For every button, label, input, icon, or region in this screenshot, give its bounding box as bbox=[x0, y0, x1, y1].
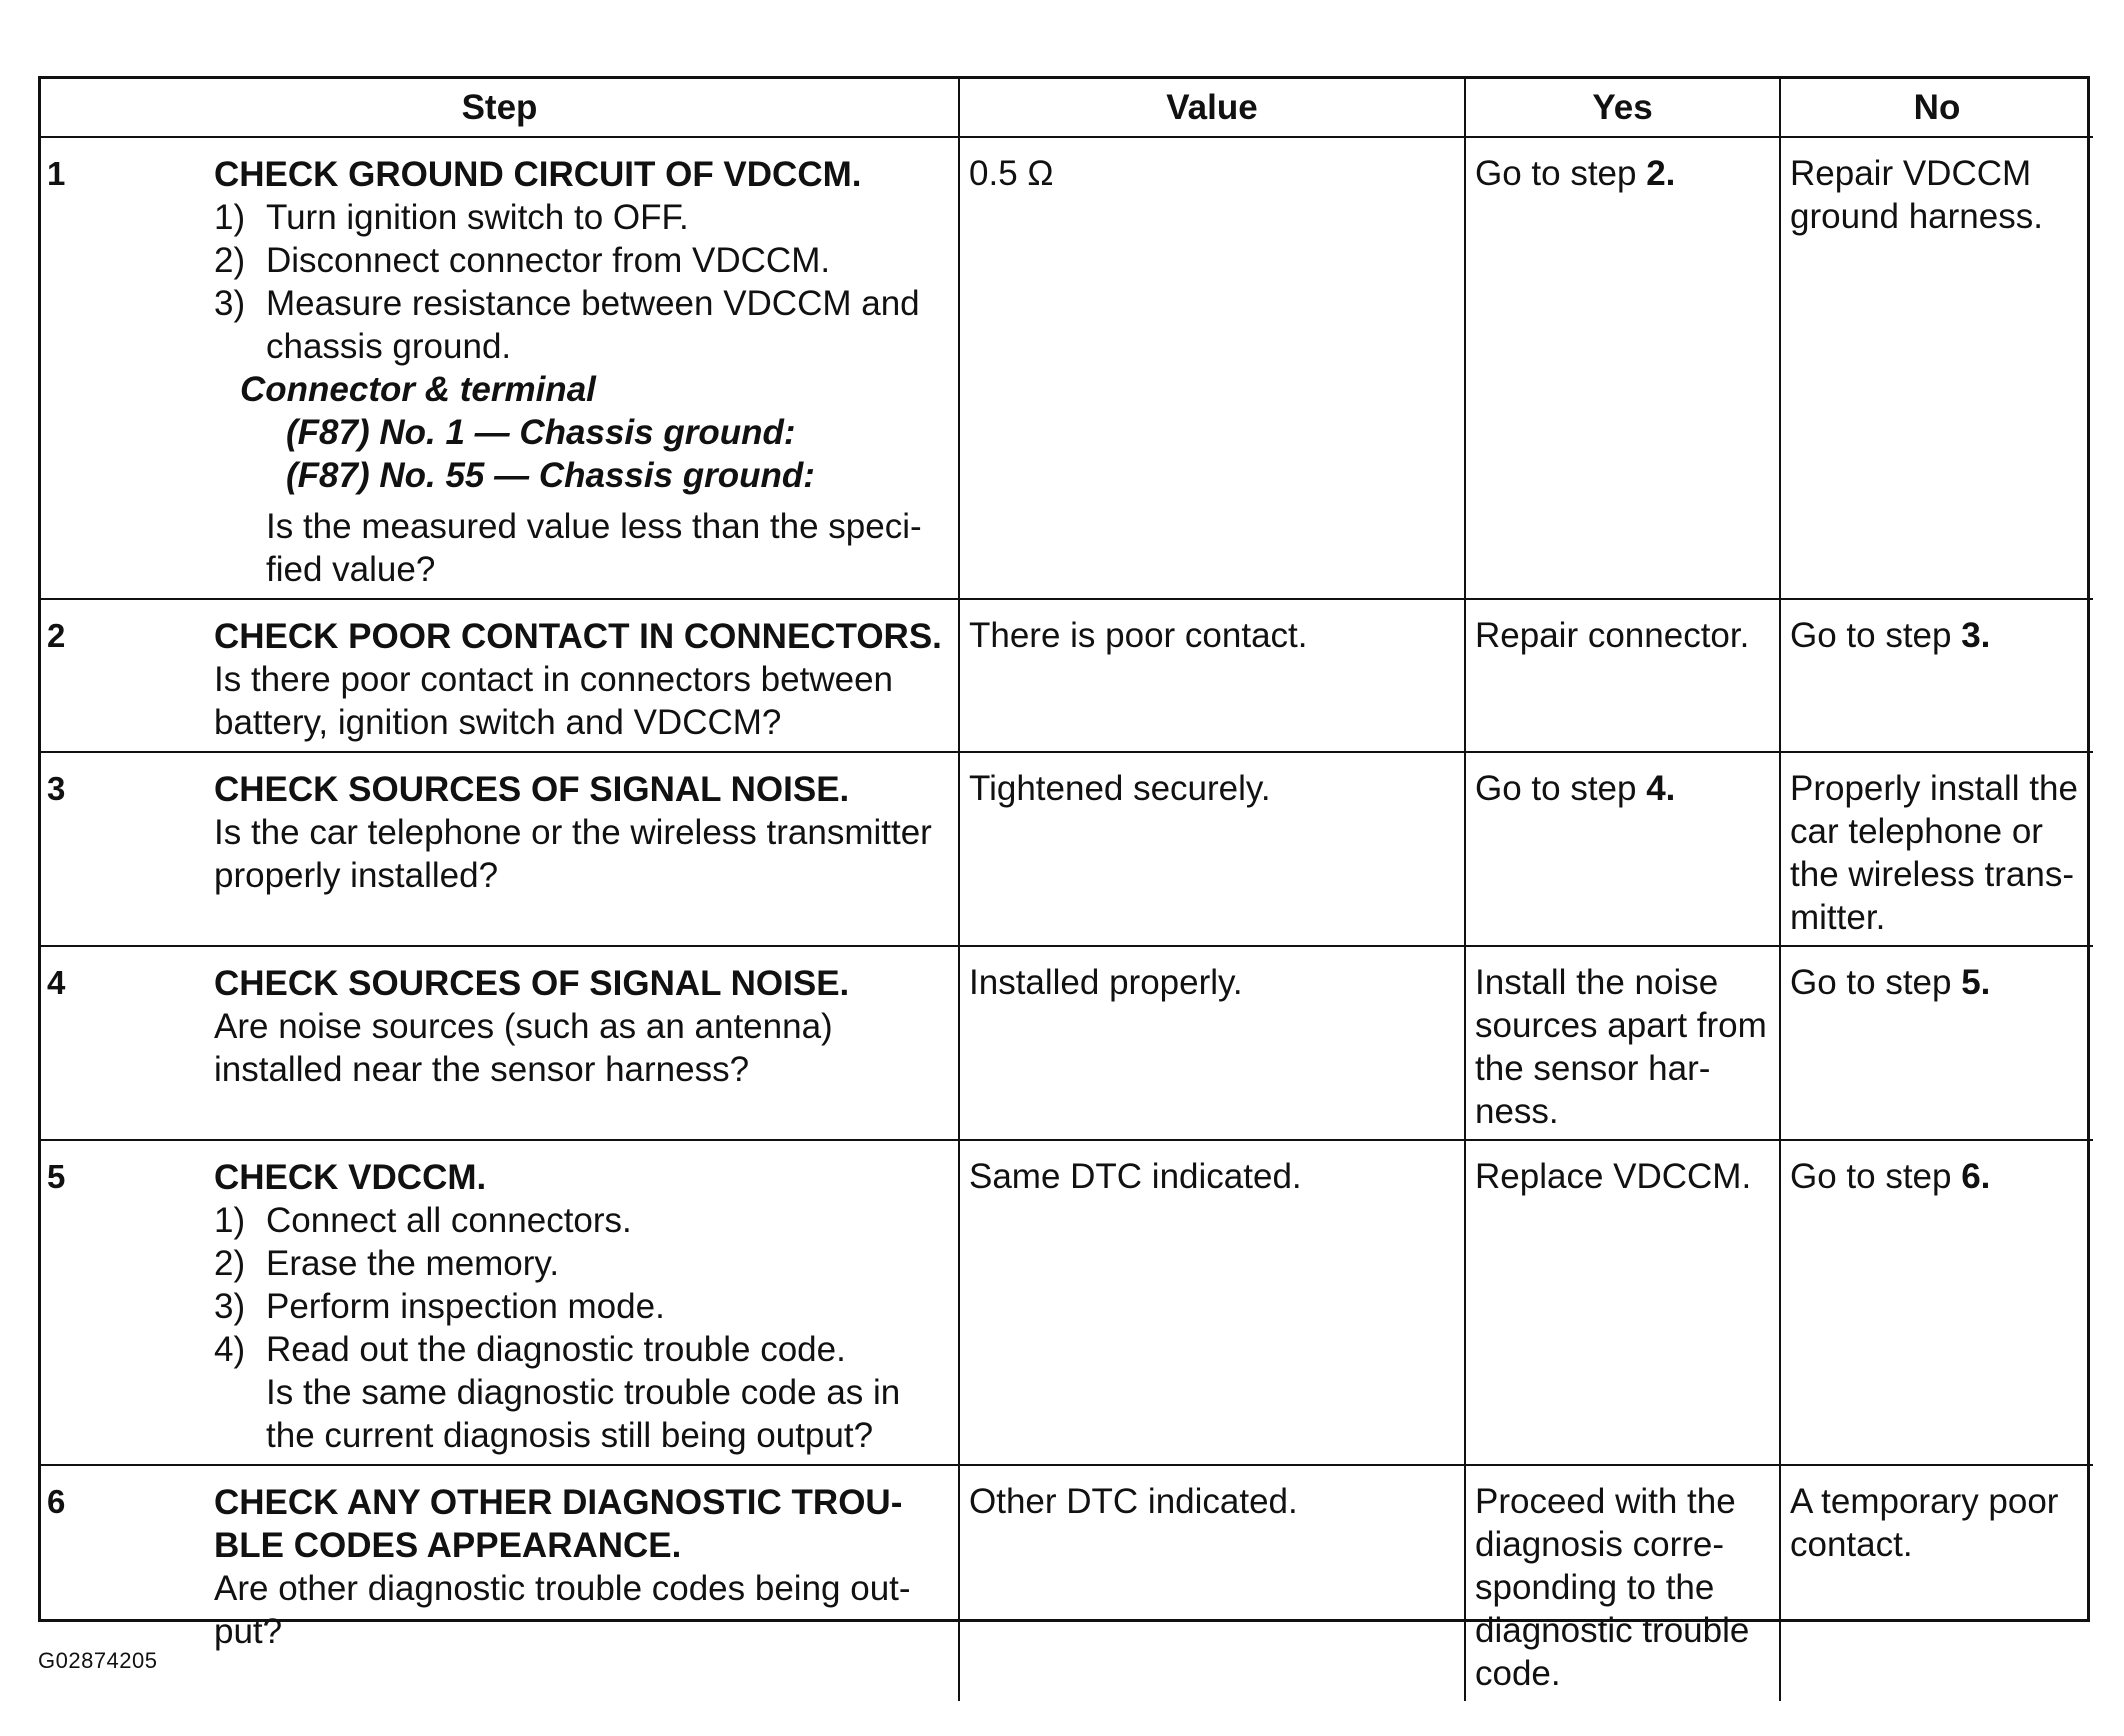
connector-terminal: (F87) No. 1 — Chassis ground: bbox=[286, 413, 796, 452]
step-number: 6 bbox=[47, 1483, 66, 1520]
step-question: Is there poor contact in connectors between bbox=[214, 660, 894, 699]
step-question: Is the measured value less than the speci- bbox=[266, 507, 922, 546]
step-cell bbox=[41, 1140, 959, 1465]
yes-cell: Go to step 4. bbox=[1465, 752, 1780, 946]
table-row bbox=[41, 137, 2093, 599]
figure-id: G02874205 bbox=[38, 1648, 158, 1673]
no-cell: Go to step 5. bbox=[1780, 946, 2093, 1140]
step-title: BLE CODES APPEARANCE. bbox=[214, 1526, 682, 1565]
yes-cell: Repair connector. bbox=[1465, 599, 1780, 752]
value-cell: Installed properly. bbox=[959, 946, 1465, 1140]
step-number: 3 bbox=[47, 770, 66, 807]
no-cell: Go to step 6. bbox=[1780, 1140, 2093, 1465]
step-cell bbox=[41, 946, 959, 1140]
yes-cell: Install the noise sources apart from the sensor har- ness. bbox=[1465, 946, 1780, 1140]
yes-cell: Go to step 2. bbox=[1465, 137, 1780, 599]
step-title: CHECK GROUND CIRCUIT OF VDCCM. bbox=[214, 155, 862, 194]
header-no: No bbox=[1780, 79, 2093, 137]
connector-terminal: (F87) No. 55 — Chassis ground: bbox=[286, 456, 815, 495]
table-row bbox=[41, 946, 2093, 1140]
step-title: CHECK ANY OTHER DIAGNOSTIC TROU- bbox=[214, 1483, 903, 1522]
step-cell bbox=[41, 752, 959, 946]
value-cell: Tightened securely. bbox=[959, 752, 1465, 946]
header-yes: Yes bbox=[1465, 79, 1780, 137]
step-question: properly installed? bbox=[214, 856, 499, 895]
step-title: CHECK POOR CONTACT IN CONNECTORS. bbox=[214, 617, 942, 656]
header-row bbox=[41, 79, 2093, 137]
step-title: CHECK VDCCM. bbox=[214, 1158, 487, 1197]
yes-cell: Replace VDCCM. bbox=[1465, 1140, 1780, 1465]
procedure-step: 1) Connect all connectors. bbox=[214, 1201, 632, 1240]
table-row bbox=[41, 1465, 2093, 1701]
step-number: 5 bbox=[47, 1158, 66, 1195]
step-question: Is the same diagnostic trouble code as in bbox=[266, 1373, 901, 1412]
procedure-step: 3) Measure resistance between VDCCM and bbox=[214, 284, 920, 323]
table-row bbox=[41, 1140, 2093, 1465]
procedure-step-continued: chassis ground. bbox=[266, 327, 512, 366]
table-row bbox=[41, 752, 2093, 946]
step-title: CHECK SOURCES OF SIGNAL NOISE. bbox=[214, 964, 850, 1003]
step-question: Are other diagnostic trouble codes being out- bbox=[214, 1569, 911, 1608]
step-question: Are noise sources (such as an antenna) bbox=[214, 1007, 833, 1046]
value-cell: Other DTC indicated. bbox=[959, 1465, 1465, 1701]
value-cell: 0.5 Ω bbox=[959, 137, 1465, 599]
procedure-step: 2) Disconnect connector from VDCCM. bbox=[214, 241, 831, 280]
step-question: installed near the sensor harness? bbox=[214, 1050, 750, 1089]
table-row bbox=[41, 599, 2093, 752]
step-title: CHECK SOURCES OF SIGNAL NOISE. bbox=[214, 770, 850, 809]
step-number: 1 bbox=[47, 155, 66, 192]
procedure-step: 3) Perform inspection mode. bbox=[214, 1287, 665, 1326]
procedure-step: 2) Erase the memory. bbox=[214, 1244, 560, 1283]
value-cell: Same DTC indicated. bbox=[959, 1140, 1465, 1465]
procedure-step: 4) Read out the diagnostic trouble code. bbox=[214, 1330, 846, 1369]
no-cell: A temporary poor contact. bbox=[1780, 1465, 2093, 1701]
no-cell: Properly install the car telephone or the wireless trans- mitter. bbox=[1780, 752, 2093, 946]
step-number: 4 bbox=[47, 964, 66, 1001]
step-question: battery, ignition switch and VDCCM? bbox=[214, 703, 782, 742]
step-cell bbox=[41, 137, 959, 599]
step-question: Is the car telephone or the wireless transmitter bbox=[214, 813, 932, 852]
diagnostic-table bbox=[41, 79, 2093, 1701]
step-number: 2 bbox=[47, 617, 66, 654]
yes-cell: Proceed with the diagnosis corre- sponding to the diagnostic trouble code. bbox=[1465, 1465, 1780, 1701]
no-cell: Go to step 3. bbox=[1780, 599, 2093, 752]
step-cell bbox=[41, 599, 959, 752]
header-value: Value bbox=[959, 79, 1465, 137]
connector-terminal-title: Connector & terminal bbox=[240, 370, 596, 409]
no-cell: Repair VDCCM ground harness. bbox=[1780, 137, 2093, 599]
procedure-step: 1) Turn ignition switch to OFF. bbox=[214, 198, 689, 237]
step-question: put? bbox=[214, 1612, 283, 1651]
header-step: Step bbox=[41, 79, 959, 137]
step-question: fied value? bbox=[266, 550, 436, 589]
step-question: the current diagnosis still being output? bbox=[266, 1416, 874, 1455]
value-cell: There is poor contact. bbox=[959, 599, 1465, 752]
step-cell bbox=[41, 1465, 959, 1701]
